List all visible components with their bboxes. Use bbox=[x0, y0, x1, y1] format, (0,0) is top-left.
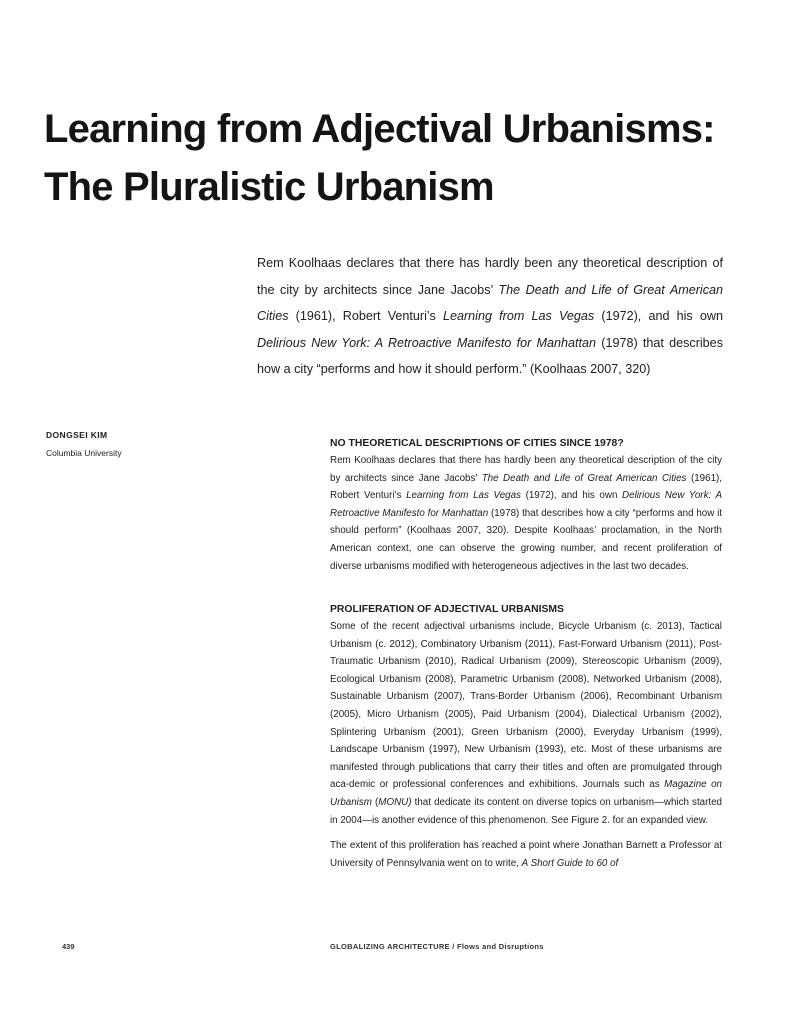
section-body bbox=[330, 452, 722, 575]
italic-text-run: The Death and Life of Great American Cities bbox=[257, 282, 724, 323]
italic-text-run: Learning from Las Vegas bbox=[406, 490, 521, 502]
italic-text-run: A Short Guide to 60 of bbox=[521, 857, 619, 869]
text-run: (1961), Robert Venturi’s bbox=[330, 472, 722, 502]
italic-text-run: MONU) bbox=[378, 796, 412, 808]
italic-text-run: Magazine on Urbanism bbox=[330, 779, 722, 808]
page-number: 439 bbox=[62, 942, 75, 951]
paragraph bbox=[330, 452, 722, 575]
text-run: (1972), and his own bbox=[594, 309, 723, 323]
title-line-1: Learning from Adjectival Urbanisms: bbox=[44, 107, 715, 151]
text-run: The extent of this proliferation has reached a point where Jonathan Barnett a Professor at University of Pennsylvania went on to write, bbox=[330, 840, 722, 869]
section-body bbox=[330, 618, 722, 872]
italic-text-run: Delirious New York: A Retroactive Manifesto for Manhattan bbox=[257, 335, 597, 350]
title-line-2: The Pluralistic Urbanism bbox=[44, 165, 494, 209]
paragraph bbox=[330, 618, 722, 829]
abstract-quote bbox=[257, 250, 723, 383]
section-no-theoretical-descriptions bbox=[330, 435, 722, 575]
paper-title bbox=[44, 100, 764, 216]
italic-text-run: Delirious New York: A Retroactive Manifesto for Manhattan bbox=[330, 490, 722, 519]
section-heading: NO THEORETICAL DESCRIPTIONS OF CITIES SINCE 1978? bbox=[330, 438, 624, 449]
text-run: (1972), and his own bbox=[520, 490, 623, 502]
running-head: GLOBALIZING ARCHITECTURE / Flows and Disruptions bbox=[330, 942, 544, 951]
author-affiliation: Columbia University bbox=[46, 448, 122, 458]
author-name: DONGSEI KIM bbox=[46, 430, 108, 440]
text-run: Some of the recent adjectival urbanisms include, Bicycle Urbanism (c. 2013), Tactical Urbanism (c. 2012), Combinatory Urbanism (2011), Fast-Forward Urbanism (2011), Post-Traumatic Urbanism (2010), Radical Urbanism (2009), Stereoscopic Urbanism (2009), Ecological Urbanism (2008), Parametric Urbanism (2008), Networked Urbanism (2008), Sustainable Urbanism (2007), Trans-Border Urbanism (2006), Recombinant Urbanism (2005), Micro Urbanism (2005), Paid Urbanism (2004), Dialectical Urbanism (2002), Splintering Urbanism (2001), Green Urbanism (2000), Everyday Urbanism (1999), Landscape Urbanism (1997), New Urbanism (1993), etc. Most of these urbanisms are manifested through publications that carry their titles and often are promulgated through aca-demic or professional conferences and exhibitions. Journals such as bbox=[330, 621, 722, 791]
text-run: Rem Koolhaas declares that there has hardly been any theoretical description of the city by architects since Jane Jacobs’ bbox=[257, 256, 723, 297]
author-block bbox=[46, 430, 122, 458]
text-run: (1978) that describes how a city “performs and how it should perform.” (Koolhaas 2007, 320) bbox=[257, 335, 723, 376]
text-run: (1978) that describes how a city “performs and how it should perform” (Koolhaas 2007, 320). Despite Koolhaas’ proclamation, in the North American context, one can observe the growing number, and recent proliferation of diverse urbanisms modified with heterogeneous adjectives in the last two decades. bbox=[330, 507, 722, 572]
italic-text-run: The Death and Life of Great American Cities bbox=[481, 472, 687, 484]
paragraph bbox=[330, 837, 722, 872]
text-run: that dedicate its content on diverse topics on urbanism—which started in 2004—is another evidence of this phenomenon. See Figure 2. for an expanded view. bbox=[330, 796, 722, 826]
section-heading: PROLIFERATION OF ADJECTIVAL URBANISMS bbox=[330, 604, 564, 615]
section-proliferation bbox=[330, 601, 722, 872]
text-run: Rem Koolhaas declares that there has hardly been any theoretical description of the city by architects since Jane Jacobs’ bbox=[330, 455, 722, 484]
italic-text-run: Learning from Las Vegas bbox=[442, 309, 595, 323]
text-run: ( bbox=[371, 796, 379, 808]
text-run: (1961), Robert Venturi’s bbox=[288, 309, 443, 323]
